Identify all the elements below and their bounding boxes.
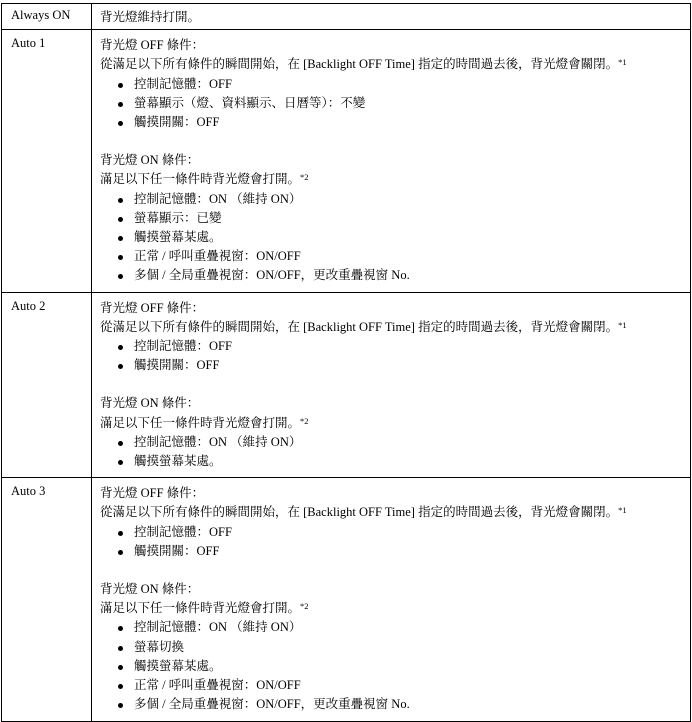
table-row: [2, 30, 691, 292]
list-item: 控制記憶體：OFF: [114, 75, 690, 94]
footnote-ref: *2: [300, 601, 309, 612]
off-condition-description: 從滿足以下所有條件的瞬間開始，在 [Backlight OFF Time] 指定的時間過去後，背光燈會關閉。$^{*1}$: [100, 57, 627, 72]
list-item: 正常 / 呼叫重疊視窗：ON/OFF: [114, 676, 690, 695]
mode-cell: Always ON: [2, 4, 92, 30]
table-row: [2, 292, 691, 478]
on-condition-list: [100, 618, 690, 714]
list-item: 螢幕顯示（燈、資料顯示、日曆等）：不變: [114, 94, 690, 113]
on-condition-heading: 背光燈 ON 條件：: [100, 153, 200, 168]
description-cell: [92, 478, 691, 721]
list-item: 螢幕切換: [114, 638, 690, 657]
on-condition-description: 滿足以下任一條件時背光燈會打開。$^{*2}$: [100, 601, 309, 616]
list-item: 觸摸螢幕某處。: [114, 452, 690, 471]
mode-cell: Auto 1: [2, 30, 92, 292]
description-cell: [92, 30, 691, 292]
off-condition-heading: 背光燈 OFF 條件：: [100, 38, 205, 53]
off-condition-list: [100, 337, 690, 375]
on-condition-description: 滿足以下任一條件時背光燈會打開。$^{*2}$: [100, 415, 309, 430]
footnote-ref: *1: [618, 319, 627, 330]
list-item: 觸摸螢幕某處。: [114, 657, 690, 676]
footnote-ref: *2: [300, 415, 309, 426]
list-item: 多個 / 全局重疊視窗：ON/OFF，更改重疊視窗 No.: [114, 695, 690, 714]
on-condition-list: [100, 433, 690, 471]
backlight-mode-table: [1, 3, 691, 722]
mode-cell: Auto 2: [2, 292, 92, 478]
footnote-ref: *1: [618, 505, 627, 516]
off-condition-list: [100, 523, 690, 561]
list-item: 控制記憶體：ON （維持 ON）: [114, 190, 690, 209]
description-cell: [92, 4, 691, 30]
on-condition-list: [100, 190, 690, 286]
list-item: 控制記憶體：OFF: [114, 337, 690, 356]
mode-cell: Auto 3: [2, 478, 92, 721]
list-item: 觸摸螢幕某處。: [114, 228, 690, 247]
list-item: 控制記憶體：ON （維持 ON）: [114, 618, 690, 637]
off-condition-heading: 背光燈 OFF 條件：: [100, 300, 205, 315]
off-condition-description: 從滿足以下所有條件的瞬間開始，在 [Backlight OFF Time] 指定的時間過去後，背光燈會關閉。$^{*1}$: [100, 319, 627, 334]
list-item: 觸摸開關：OFF: [114, 356, 690, 375]
list-item: 螢幕顯示：已變: [114, 209, 690, 228]
on-condition-description: 滿足以下任一條件時背光燈會打開。$^{*2}$: [100, 172, 309, 187]
off-condition-list: [100, 75, 690, 133]
list-item: 正常 / 呼叫重疊視窗：ON/OFF: [114, 247, 690, 266]
table-row: [2, 478, 691, 721]
off-condition-description: 從滿足以下所有條件的瞬間開始，在 [Backlight OFF Time] 指定的時間過去後，背光燈會關閉。$^{*1}$: [100, 505, 627, 520]
footnote-ref: *2: [300, 172, 309, 183]
off-condition-heading: 背光燈 OFF 條件：: [100, 486, 205, 501]
on-condition-heading: 背光燈 ON 條件：: [100, 396, 200, 411]
table-row: [2, 4, 691, 30]
list-item: 多個 / 全局重疊視窗：ON/OFF，更改重疊視窗 No.: [114, 266, 690, 285]
list-item: 觸摸開關：OFF: [114, 113, 690, 132]
footnote-ref: *1: [618, 57, 627, 68]
always-on-text: 背光燈維持打開。: [100, 10, 201, 24]
list-item: 控制記憶體：OFF: [114, 523, 690, 542]
list-item: 控制記憶體：ON （維持 ON）: [114, 433, 690, 452]
on-condition-heading: 背光燈 ON 條件：: [100, 582, 200, 597]
description-cell: [92, 292, 691, 478]
list-item: 觸摸開關：OFF: [114, 542, 690, 561]
